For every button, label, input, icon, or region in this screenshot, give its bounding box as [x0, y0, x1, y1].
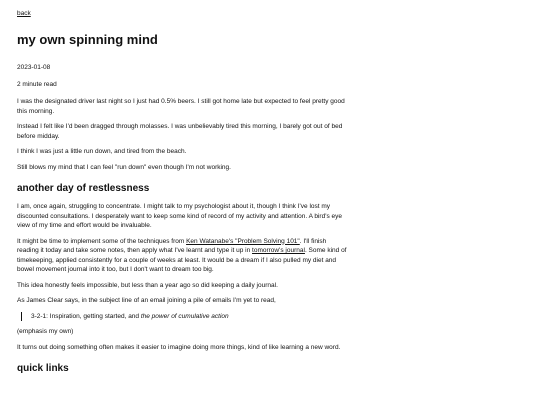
post-date: 2023-01-08 — [17, 64, 51, 71]
page-title: my own spinning mind — [17, 32, 158, 47]
email-subject-quote — [21, 312, 347, 322]
paragraph-1: I was the designated driver last night so I just had 0.5% beers. I still got home late but expected to feel pretty good this morning. — [17, 98, 345, 115]
text-span: . Some kind of timekeeping, applied consistently for a couple of weeks at least. It would be a dream if I also pulled my diet and bowel movement journal into it too, but I don't want to dream too big. — [17, 247, 347, 273]
text-span: It might be time to implement some of the techniques from — [17, 237, 187, 245]
paragraph-2: Instead I felt like I'd been dragged through molasses. I was unbelievably tired this morning, I barely got out of bed before midday. — [17, 123, 343, 140]
back-link[interactable]: back — [17, 10, 31, 17]
section-heading-restlessness: another day of restlessness — [17, 183, 150, 194]
section1-paragraph-6: It turns out doing something often makes it easier to imagine doing more things, kind of like learning a new word. — [17, 343, 341, 351]
read-time: 2 minute read — [17, 81, 57, 88]
section1-paragraph-3: This idea honestly feels impossible, but less than a year ago so did keeping a daily journal. — [17, 281, 278, 289]
problem-solving-link[interactable]: Ken Watanabe's "Problem Solving 101" — [186, 237, 300, 245]
section1-paragraph-1: I am, once again, struggling to concentrate. I might talk to my psychologist about it, though I think I've lost my discounted consultations. I desperately want to keep some kind of record of my activity and attention. A bird's eye view of my time and effort would be invaluable. — [17, 203, 342, 229]
tomorrows-journal-link[interactable]: tomorrow's journal — [252, 247, 305, 254]
paragraph-4: Still blows my mind that I can feel "run down" even though I'm not working. — [17, 163, 231, 171]
text-span: . I'll finish reading it today and take some notes, then apply what I've learnt and type it up in — [17, 237, 327, 254]
paragraph-3: I think I was just a little run down, and tired from the beach. — [17, 148, 187, 155]
section1-paragraph-4: As James Clear says, in the subject line of an email joining a pile of emails I'm yet to read, — [17, 297, 276, 304]
quote-text: 3-2-1: Inspiration, getting started, and — [31, 312, 141, 320]
quote-emphasis: the power of cumulative action — [140, 312, 229, 320]
section1-paragraph-2 — [17, 237, 347, 275]
section1-paragraph-5: (emphasis my own) — [17, 328, 74, 335]
section-heading-quick-links: quick links — [17, 363, 69, 374]
